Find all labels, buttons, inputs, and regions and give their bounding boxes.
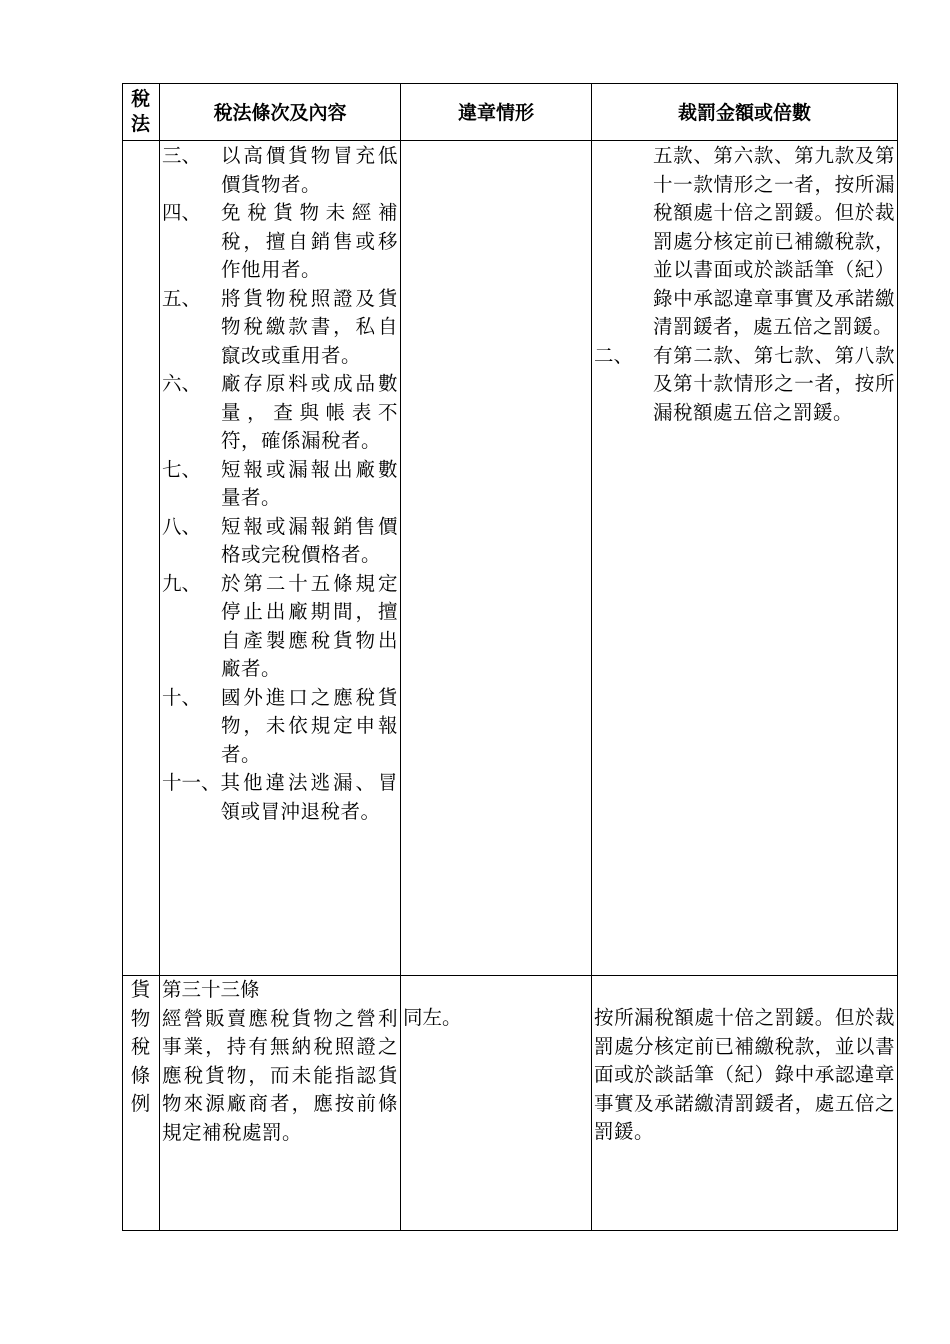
item-number: 八、 [162,514,202,538]
tax-law-char: 例 [130,1092,151,1115]
item-text: 免稅貨物未經補稅，擅自銷售或移作他用者。 [221,201,398,281]
item-number: 三、 [162,144,202,167]
header-tax-law [122,83,159,140]
item-text: 以高價貨物冒充低價貨物者。 [221,144,398,196]
row2-article-cell [162,976,398,1147]
row2-tax-law-name [122,976,159,1119]
list-item [162,199,398,285]
row2-violation-cell: 同左。 [403,1006,462,1029]
item-text: 廠存原料或成品數量，查與帳表不符，確係漏稅者。 [221,372,398,452]
header-tax-law-char-1: 稅 [130,87,150,110]
item-text: 國外進口之應稅貨物，未依規定申報者。 [221,685,398,766]
tax-law-char: 條 [130,1063,151,1087]
list-item [162,142,398,199]
header-tax-law-char-2: 法 [130,112,150,135]
table-border-bottom [122,1230,898,1231]
penalty-item [594,342,895,428]
penalty-item [594,142,895,342]
header-article: 稅法條次及內容 [213,102,347,124]
row1-penalty-cell [594,142,895,427]
penalty-item-text: 有第二款、第七款、第八款及第十款情形之一者，按所漏稅額處五倍之罰鍰。 [653,343,895,424]
list-item [162,513,398,570]
item-number: 六、 [162,372,202,395]
tax-law-char: 貨 [130,978,151,1001]
list-item [162,769,398,826]
list-item [162,456,398,513]
penalty-item-number: 二、 [594,343,634,367]
article-title: 第三十三條 [162,978,260,1001]
item-text: 短報或漏報銷售價格或完稅價格者。 [221,514,398,566]
table-border-right [897,83,898,1231]
penalty-table [122,83,898,1231]
header-penalty: 裁罰金額或倍數 [677,102,811,124]
list-item [162,570,398,684]
column-divider-1 [159,83,160,1231]
column-divider-3 [591,83,592,1231]
item-number: 四、 [162,201,202,224]
item-number: 十、 [162,685,202,709]
list-item [162,285,398,371]
header-divider [122,140,898,141]
header-violation: 違章情形 [457,102,534,124]
item-number: 五、 [162,286,202,310]
item-text: 於第二十五條規定停止出廠期間，擅自產製應稅貨物出廠者。 [221,571,398,680]
list-item [162,684,398,770]
item-text: 短報或漏報出廠數量者。 [221,457,398,509]
article-text: 經營販賣應稅貨物之營利事業，持有無納稅照證之應稅貨物，而未能指認貨物來源廠商者，應按前條規定補稅處罰。 [162,1006,398,1144]
item-number: 十一、 [162,771,221,794]
penalty-item-number [594,142,653,342]
column-divider-2 [400,83,401,1231]
item-text: 將貨物稅照證及貨物稅繳款書，私自竄改或重用者。 [221,286,398,367]
item-number: 九、 [162,571,202,595]
tax-law-char: 稅 [130,1035,151,1058]
item-text: 其他違法逃漏、冒領或冒沖退稅者。 [220,771,398,823]
penalty-item-text: 五款、第六款、第九款及第十一款情形之一者，按所漏稅額處十倍之罰鍰。但於裁罰處分核定前已補繳稅款，並以書面或於談話筆（紀）錄中承認違章事實及承諾繳清罰鍰者，處五倍之罰鍰。 [653,144,895,338]
row1-article-cell [162,142,398,826]
tax-law-char: 物 [130,1006,151,1030]
list-item [162,370,398,456]
item-number: 七、 [162,457,202,481]
row2-penalty-cell: 按所漏稅額處十倍之罰鍰。但於裁罰處分核定前已補繳稅款，並以書面或於談話筆（紀）錄中承認違章事實及承諾繳清罰鍰者，處五倍之罰鍰。 [594,1006,895,1143]
